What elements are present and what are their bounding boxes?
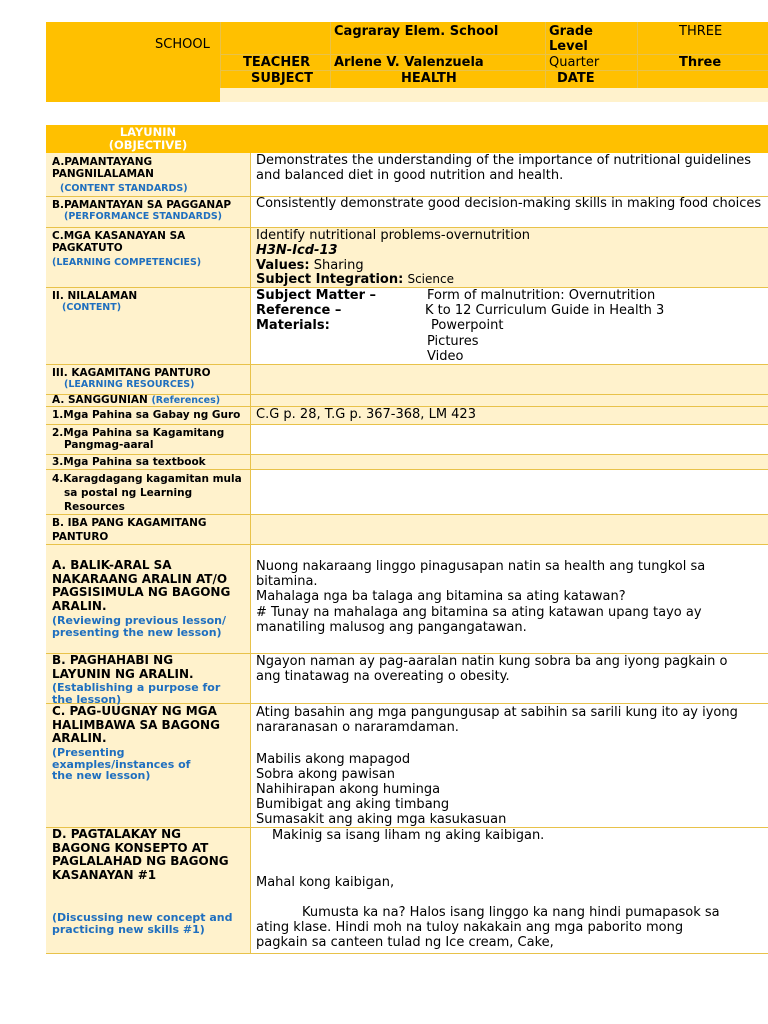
example-item: Sumasakit ang aking mga kasukasuan: [256, 812, 507, 827]
learner-materials-label: 2.Mga Pahina sa Kagamitang Pangmag-aaral: [52, 427, 225, 451]
resources-sub: (LEARNING RESOURCES): [64, 379, 195, 390]
reference-value: K to 12 Curriculum Guide in Health 3: [425, 303, 665, 318]
example-item: Nahihirapan akong huminga: [256, 782, 441, 797]
teacher-value: Arlene V. Valenzuela: [334, 55, 484, 70]
references-label: A. SANGGUNIAN: [52, 394, 148, 406]
content-label: II. NILALAMAN: [52, 290, 138, 302]
materials-label: Materials:: [256, 318, 330, 333]
performance-standards-sub: (PERFORMANCE STANDARDS): [64, 211, 223, 222]
integration-text: Science: [407, 272, 454, 286]
review-label: A. BALIK-ARAL SA NAKARAANG ARALIN AT/O PAGSISIMULA NG BAGONG ARALIN.: [52, 558, 231, 613]
example-item: Mabilis akong mapagod: [256, 752, 411, 767]
subject-value: HEALTH: [401, 71, 457, 86]
r3-row-bg: [250, 454, 768, 469]
review-line-3: # Tunay na mahalaga ang bitamina sa ating katawan upang tayo ay manatiling malusog ang pangangatawan.: [256, 605, 702, 635]
example-item: Bumibigat ang aking timbang: [256, 797, 450, 812]
references-line: [52, 394, 220, 406]
review-sub: (Reviewing previous lesson/ presenting the new lesson): [52, 614, 227, 639]
competencies-sub: (LEARNING COMPETENCIES): [52, 257, 202, 268]
values-line: [256, 258, 364, 273]
content-standards-text: Demonstrates the understanding of the importance of nutritional guidelines and balanced diet in good nutrition and health.: [256, 153, 752, 183]
examples-intro: Ating basahin ang mga pangungusap at sabihin sa sarili kung ito ay iyong nararanasan o nararamdaman.: [256, 705, 738, 735]
discussion-sub: (Discussing new concept and practicing new skills #1): [52, 911, 233, 936]
examples-sub: (Presenting examples/instances of the new lesson): [52, 746, 191, 782]
material-item: Video: [427, 349, 464, 364]
values-label: Values:: [256, 258, 310, 273]
performance-standards-label: B.PAMANTAYAN SA PAGGANAP: [52, 199, 232, 211]
school-value: Cagraray Elem. School: [334, 24, 499, 39]
material-item: Powerpoint: [431, 318, 504, 333]
competency-code: H3N-Icd-13: [256, 243, 338, 258]
grade-value: THREE: [679, 24, 723, 39]
quarter-label: Quarter: [549, 55, 600, 70]
competencies-label: C.MGA KASANAYAN SA PAGKATUTO: [52, 230, 186, 254]
examples-label: C. PAG-UUGNAY NG MGA HALIMBAWA SA BAGONG ARALIN.: [52, 704, 220, 745]
subject-matter-label: Subject Matter –: [256, 288, 377, 303]
teacher-label: TEACHER: [243, 55, 311, 70]
integration-line: [256, 272, 454, 287]
performance-standards-text: Consistently demonstrate good decision-making skills in making food choices: [256, 196, 762, 211]
quarter-value: Three: [679, 55, 722, 70]
additional-materials-label: 4.Karagdagang kagamitan mula sa postal ng Learning Resources: [52, 473, 242, 513]
header-blank-row: [220, 88, 768, 102]
school-label: SCHOOL: [155, 37, 210, 52]
other-materials-label: B. IBA PANG KAGAMITANG PANTURO: [52, 517, 207, 543]
b-res-row-bg: [250, 514, 768, 544]
discussion-label: D. PAGTALAKAY NG BAGONG KONSEPTO AT PAGLALAHAD NG BAGONG KASANAYAN #1: [52, 827, 229, 882]
references-sub: (References): [151, 395, 221, 406]
review-line-1: Nuong nakaraang linggo pinagusapan natin sa health ang tungkol sa bitamina.: [256, 559, 706, 589]
purpose-text: Ngayon naman ay pag-aaralan natin kung sobra ba ang iyong pagkain o ang tinatawag na overeating o obesity.: [256, 654, 728, 684]
example-item: Sobra akong pawisan: [256, 767, 395, 782]
competencies-text: Identify nutritional problems-overnutrition: [256, 228, 531, 243]
purpose-sub: (Establishing a purpose for the lesson): [52, 681, 221, 706]
subject-label: SUBJECT: [251, 71, 313, 86]
values-text: Sharing: [313, 258, 364, 273]
date-label: DATE: [557, 71, 595, 86]
teacher-guide-value: C.G p. 28, T.G p. 367-368, LM 423: [256, 407, 476, 422]
material-item: Pictures: [427, 334, 479, 349]
discussion-line-2: Mahal kong kaibigan,: [256, 875, 395, 890]
reference-label: Reference –: [256, 303, 342, 318]
textbook-label: 3.Mga Pahina sa textbook: [52, 456, 206, 468]
objective-title: LAYUNIN (OBJECTIVE): [108, 125, 188, 152]
content-standards-sub: (CONTENT STANDARDS): [60, 183, 188, 194]
teacher-guide-label: 1.Mga Pahina sa Gabay ng Guro: [52, 409, 241, 421]
resources-label: III. KAGAMITANG PANTURO: [52, 367, 211, 379]
discussion-line-1: Makinig sa isang liham ng aking kaibigan.: [272, 828, 545, 843]
integration-label: Subject Integration:: [256, 272, 404, 287]
grade-label: Grade Level: [549, 24, 593, 54]
purpose-label: B. PAGHAHABI NG LAYUNIN NG ARALIN.: [52, 653, 194, 681]
subject-matter-value: Form of malnutrition: Overnutrition: [427, 288, 656, 303]
discussion-line-3: Kumusta ka na? Halos isang linggo ka nang hindi pumapasok sa ating klase. Hindi moh na tuloy nakakain ang mga paborito mong pagkain sa canteen tulad ng Ice cream, Cake,: [256, 905, 720, 950]
review-line-2: Mahalaga nga ba talaga ang bitamina sa ating katawan?: [256, 589, 626, 604]
content-sub: (CONTENT): [62, 302, 122, 313]
content-standards-label: A.PAMANTAYANG PANGNILALAMAN: [52, 156, 154, 180]
